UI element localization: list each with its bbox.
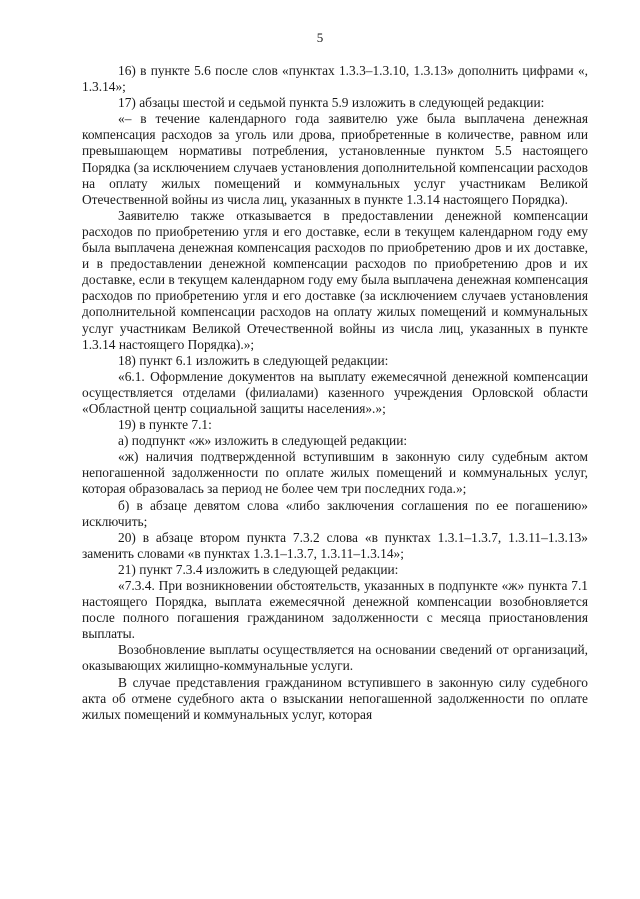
paragraph-item-19: 19) в пункте 7.1: (118, 417, 212, 433)
paragraph-resumption: Возобновление выплаты осуществляется на основании сведений от организаций, оказывающих жилищно-коммунальные услуги. (82, 642, 588, 674)
document-body (82, 63, 588, 723)
quoted-paragraph-subitem-zh: «ж) наличия подтвержденной вступившим в законную силу судебным актом непогашенной задолженности по оплате жилых помещений и коммунальных услуг, которая образовалась за период не более чем три последних года.»; (82, 449, 588, 497)
quoted-paragraph-refusal-coal-wood: «– в течение календарного года заявителю уже была выплачена денежная компенсация расходов за уголь или дрова, приобретенные в количестве, равном или превышающем нормативы потребления, установленные пунктом 5.5 настоящего Порядка (за исключением случаев установления дополнительной компенсации расходов на оплату жилых помещений и коммунальных услуг участникам Великой Отечественной войны из числа лиц, указанных в пункте 1.3.14 настоящего Порядка). (82, 111, 588, 207)
paragraph-item-16: 16) в пункте 5.6 после слов «пунктах 1.3.3–1.3.10, 1.3.13» дополнить цифрами «, 1.3.14»; (82, 63, 588, 95)
paragraph-item-18: 18) пункт 6.1 изложить в следующей редакции: (118, 352, 389, 368)
paragraph-subitem-a: а) подпункт «ж» изложить в следующей редакции: (118, 433, 408, 449)
paragraph-item-20: 20) в абзаце втором пункта 7.3.2 слова «в пунктах 1.3.1–1.3.7, 1.3.11–1.3.13» заменить словами «в пунктах 1.3.1–1.3.7, 1.3.11–1.3.14»; (82, 529, 588, 561)
paragraph-subitem-b: б) в абзаце девятом слова «либо заключения соглашения по ее погашению» исключить; (82, 497, 588, 529)
page-number: 5 (316, 30, 324, 45)
quoted-paragraph-refusal-delivery: Заявителю также отказывается в предоставлении денежной компенсации расходов по приобретению угля и его доставке, если в текущем календарном году ему была выплачена денежная компенсация расходов по приобретению дров и их доставке, и в предоставлении денежной компенсации расходов по приобретению дров и их доставке, если в текущем календарном году ему была выплачена денежная компенсация расходов по приобретению угля и его доставке (за исключением случаев установления дополнительной компенсации расходов на оплату жилых помещений и коммунальных услуг участникам Великой Отечественной войны из числа лиц, указанных в пункте 1.3.14 настоящего Порядка).»; (82, 207, 588, 352)
quoted-paragraph-6-1: «6.1. Оформление документов на выплату ежемесячной денежной компенсации осуществляется отделами (филиалами) казенного учреждения Орловской области «Областной центр социальной защиты населения».»; (82, 368, 588, 416)
paragraph-item-17: 17) абзацы шестой и седьмой пункта 5.9 изложить в следующей редакции: (118, 95, 545, 111)
quoted-paragraph-7-3-4: «7.3.4. При возникновении обстоятельств, указанных в подпункте «ж» пункта 7.1 настоящего Порядка, выплата ежемесячной денежной компенсации возобновляется после полного погашения гражданином задолженности с месяца приостановления выплаты. (82, 578, 588, 642)
paragraph-item-21: 21) пункт 7.3.4 изложить в следующей редакции: (118, 561, 399, 577)
paragraph-court-act: В случае представления гражданином вступившего в законную силу судебного акта об отмене судебного акта о взыскании непогашенной задолженности по оплате жилых помещений и коммунальных услуг, которая (82, 674, 588, 722)
